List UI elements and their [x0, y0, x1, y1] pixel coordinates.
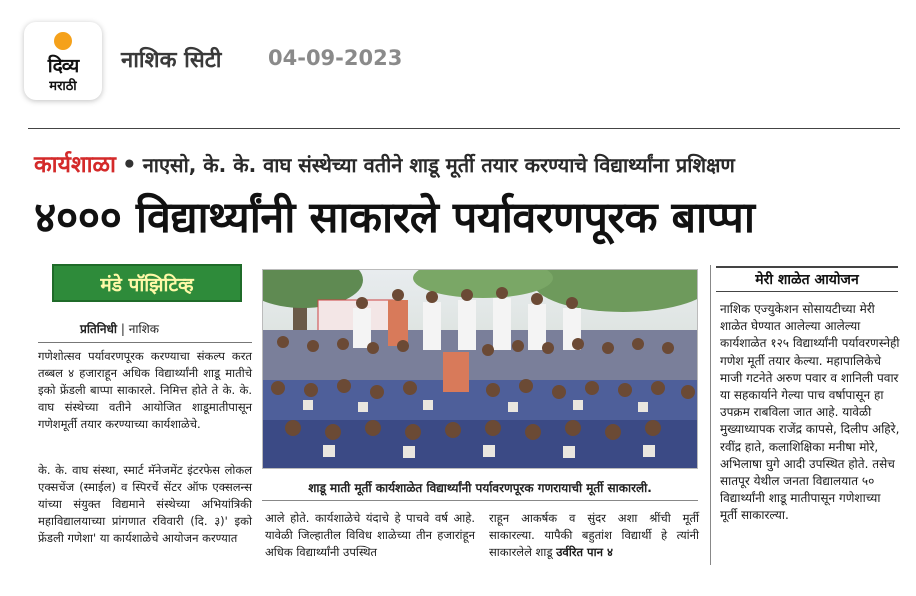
sub-headline: नाएसो, के. के. वाघ संस्थेच्या वतीने शाडू मूर्ती तयार करण्याचे विद्यार्थ्यांना प्रशिक्षण: [142, 153, 735, 177]
kicker-row: [34, 147, 904, 183]
kicker-separator: •: [122, 152, 137, 178]
byline: [80, 320, 159, 337]
article-paragraph-2: के. के. वाघ संस्था, स्मार्ट मॅनेजमेंट इंटरफेस लोकल एक्सचेंज (स्माईल) व स्पिरचेंं सेंटर ऑफ एक्सलन्स यांच्या संयुक्त विद्यमाने संस्थेच्या अभियांत्रिकी महाविद्यालयाच्या प्रांगणात रविवारी (दि. ३)' इको फ्रेंडली गणेशा' या कार्यशाळेचे आयोजन करण्यात: [38, 463, 252, 545]
logo-line-1: दिव्य: [47, 55, 79, 77]
edition-date: 04-09-2023: [268, 46, 403, 70]
byline-rule: [38, 342, 252, 343]
byline-city: नाशिक: [128, 322, 159, 336]
photo-caption: शाडू माती मूर्ती कार्यशाळेत विद्यार्थ्यांनी पर्यावरणपूरक गणरायाची मूर्ती साकारली.: [308, 481, 652, 495]
caption-rule: [262, 500, 698, 501]
main-headline: ४००० विद्यार्थ्यांनी साकारले पर्यावरणपूरक बाप्पा: [34, 193, 755, 243]
side-story-title: मेरी शाळेत आयोजन: [755, 272, 859, 288]
sun-icon: [54, 32, 72, 50]
article-paragraph-4: [489, 510, 699, 561]
header-divider: [28, 128, 900, 129]
edition-name: नाशिक सिटी: [121, 48, 222, 73]
paragraph-4-text: राहून आकर्षक व सुंदर अशा श्रींची मूर्ती साकारल्या. यापैकी बहुतांश विद्यार्थी हे त्यांनी साकारलेले शाडू: [489, 511, 699, 559]
students-group-photo: [263, 270, 698, 469]
logo-line-2: मराठी: [49, 79, 77, 94]
column-divider: [710, 265, 711, 565]
continued-page-link[interactable]: उर्वरित पान ४: [556, 545, 613, 559]
side-story-text: नाशिक एज्युकेशन सोसायटीच्या मेरी शाळेत घेण्यात आलेल्या आलेल्या कार्यशाळेत १२५ विद्यार्थ्यांनी पर्यावरणस्नेही गणेश मूर्ती तयार केल्या. महापालिकेचे माजी गटनेते अरुण पवार व शानिली पवार या सहकार्याने गेल्या पाच वर्षापासून हा उपक्रम राबविला जात आहे. यावेळी मुख्याध्यापक राजेंद्र कापसे, दिलीप अहिरे, रवींद्र हाते, कलाशिक्षिका मनीषा मोरे, अभिलाषा घुगे आदी उपस्थित होते. तसेच सातपूर येथील जनता विद्यालयात ५० विद्यार्थ्यांनी शाडू मातीपासून गणेशाच्या मूर्ती साकारल्या.: [720, 302, 900, 523]
article-photo: [262, 269, 698, 469]
monday-positive-badge: मंडे पॉझिटिव्ह: [52, 264, 242, 302]
article-paragraph-3: आले होते. कार्यशाळेचे यंदाचे हे पाचवे वर्ष आहे. यावेळी जिल्हातील विविध शाळेच्या तीन हजारांहून अधिक विद्यार्थ्यांनी उपस्थित: [265, 511, 475, 559]
byline-separator: |: [117, 322, 129, 336]
kicker-label: कार्यशाळा: [34, 152, 116, 178]
page-header: [0, 0, 916, 118]
byline-reporter: प्रतिनिधी: [80, 322, 118, 336]
divya-marathi-logo[interactable]: [24, 22, 102, 100]
article-paragraph-1: गणेशोत्सव पर्यावरणपूरक करण्याचा संकल्प करत तब्बल ४ हजाराहून अधिक विद्यार्थ्यांनी शाडू मातीचे इको फ्रेंडली बाप्पा साकारले. निमित्त होते ते के. के. वाघ संस्थेच्या वतीने आयोजित शाडूमातीपासून गणेशमूर्ती तयार करण्याच्या कार्यशाळेचे.: [38, 349, 252, 431]
